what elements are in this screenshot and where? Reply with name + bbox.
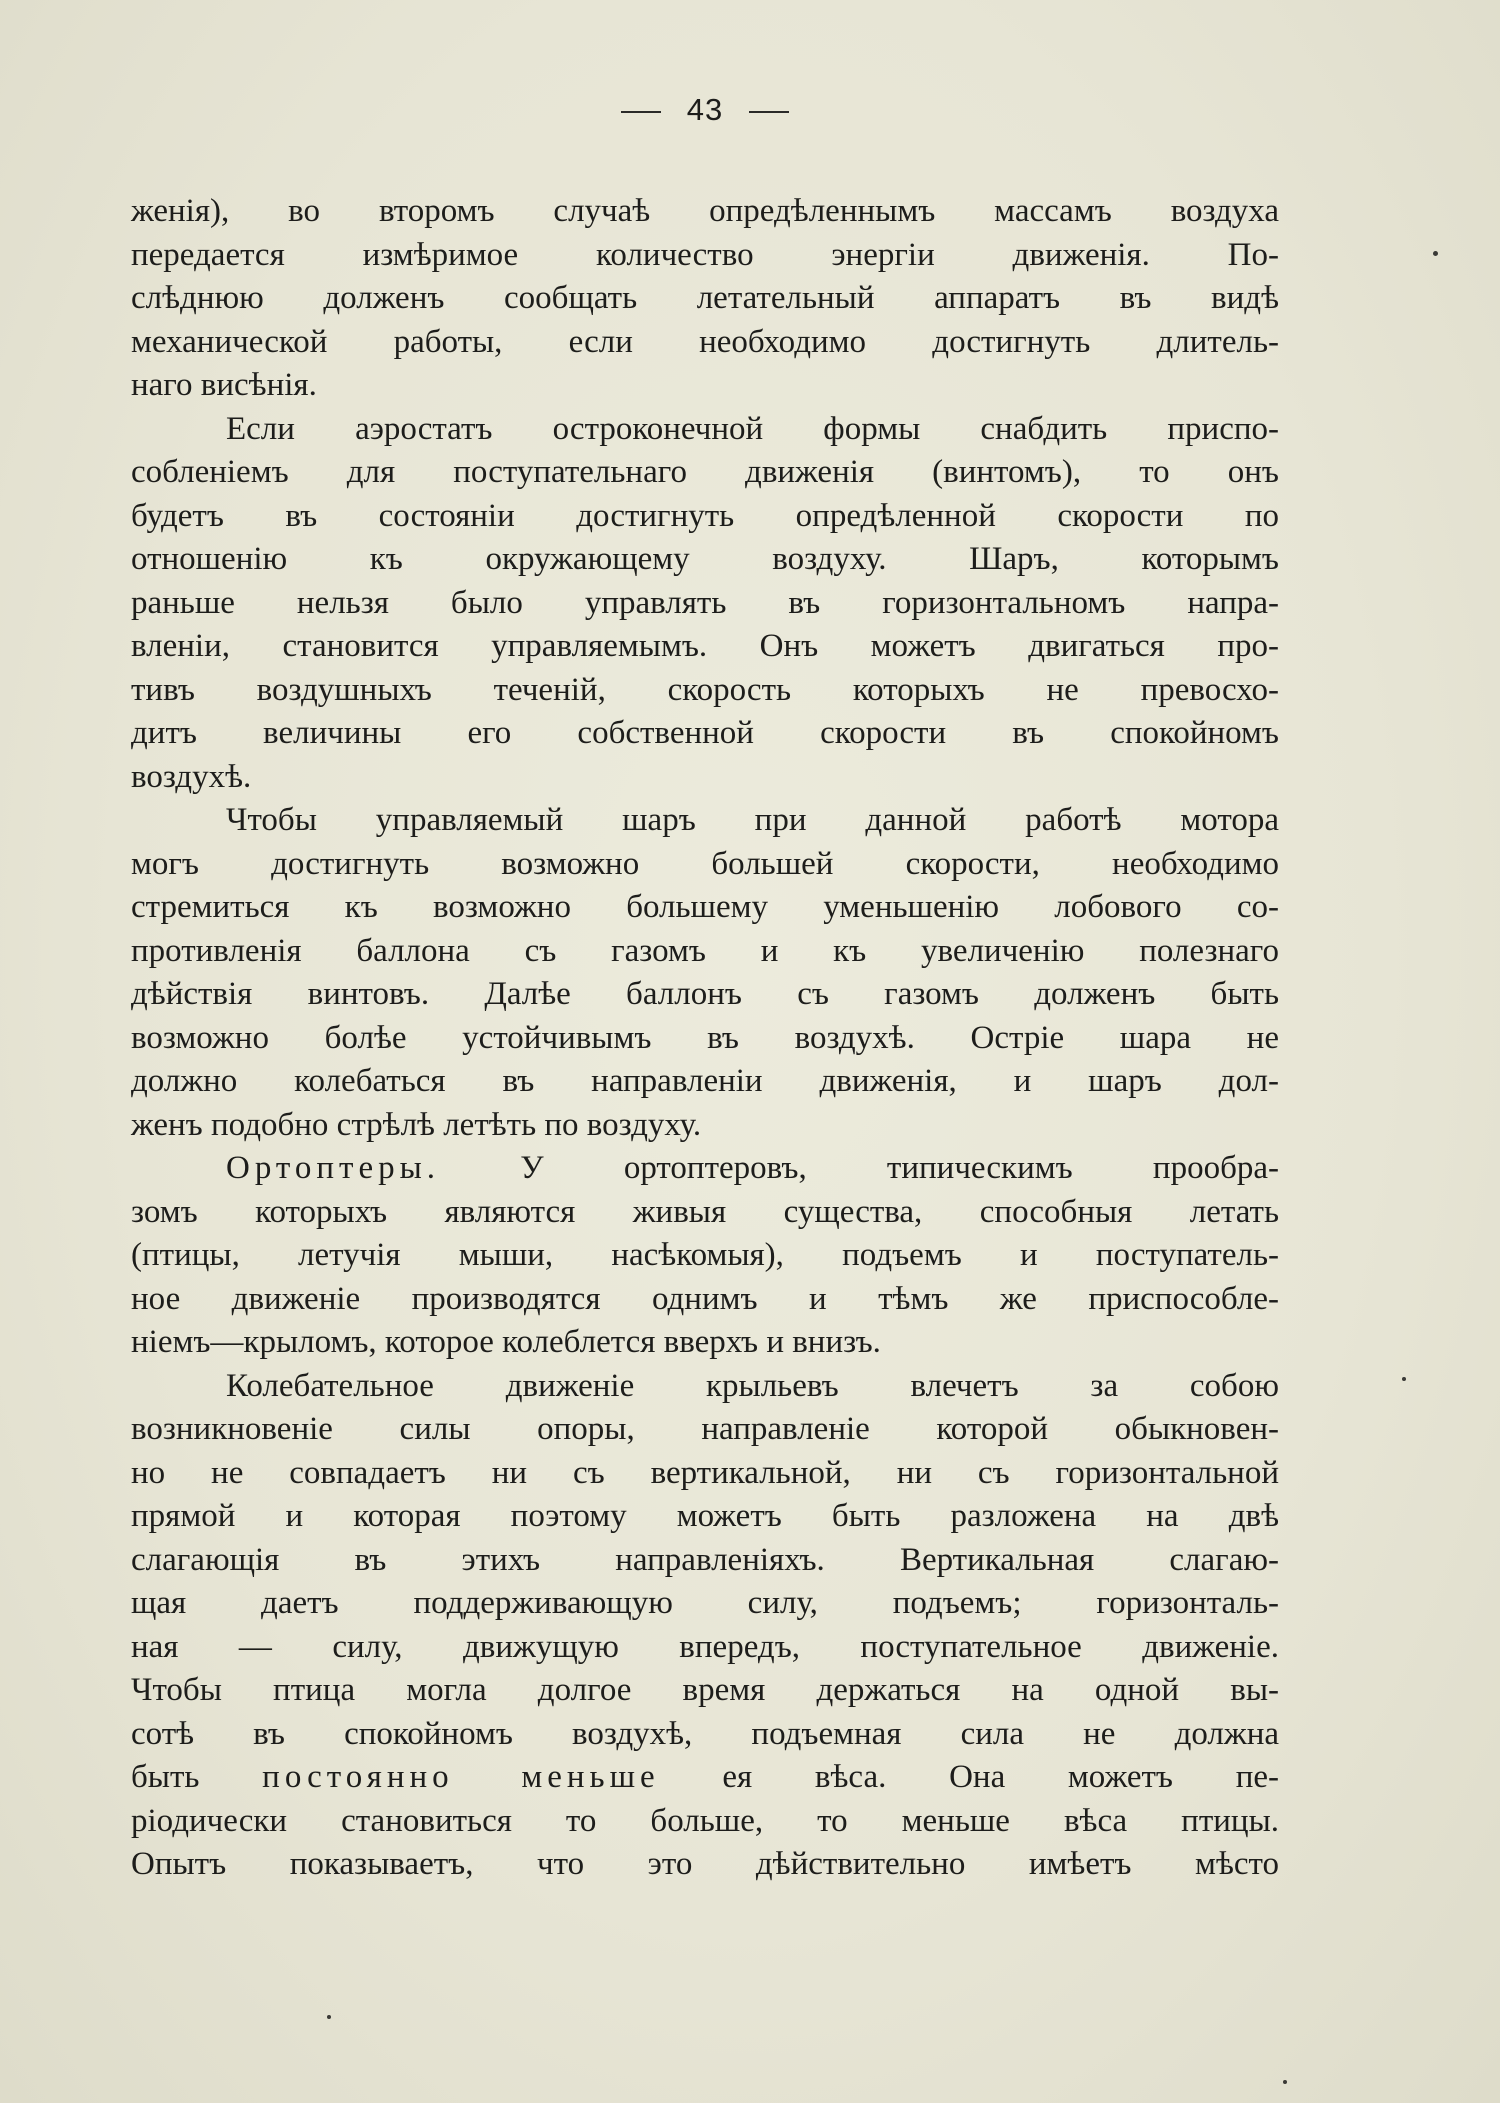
text-line: ная — силу, движущую впередъ, поступательное движеніе.	[131, 1628, 1279, 1665]
text-line: ніемъ—крыломъ, которое колеблется вверхъ и внизъ.	[131, 1324, 881, 1360]
text-line: должно колебаться въ направленіи движенія, и шаръ дол-	[131, 1063, 1279, 1099]
emphasis-spaced: постоянно меньше	[262, 1759, 660, 1795]
text-line: дѣйствія винтовъ. Далѣе баллонъ съ газомъ долженъ быть	[131, 976, 1279, 1012]
scan-speck	[1283, 2080, 1287, 2084]
text-line: щая даетъ поддерживающую силу, подъемъ; горизонталь-	[131, 1585, 1279, 1621]
text-line: Чтобы птица могла долгое время держаться на одной вы-	[131, 1672, 1279, 1708]
text-line: (птицы, летучія мыши, насѣкомыя), подъемъ и поступатель-	[131, 1237, 1279, 1273]
text-line-end: ея вѣса. Она можетъ пе-	[722, 1759, 1279, 1795]
text-line: отношенію къ окружающему воздуху. Шаръ, которымъ	[131, 541, 1279, 577]
text-line: слагающія въ этихъ направленіяхъ. Вертикальная слагаю-	[131, 1541, 1279, 1578]
text-line: тивъ воздушныхъ теченій, скорость которыхъ не превосхо-	[131, 671, 1279, 708]
text-line-rest: У ортоптеровъ, типическимъ прообра-	[440, 1150, 1279, 1186]
text-line: передается измѣримое количество энергіи движенія. По-	[131, 236, 1279, 273]
text-line: собленіемъ для поступательнаго движенія (винтомъ), то онъ	[131, 454, 1279, 490]
page-number	[0, 92, 1410, 128]
scan-speck	[1433, 251, 1438, 256]
scan-speck	[1402, 1377, 1406, 1381]
page-number-value: 43	[686, 92, 724, 127]
text-line: возможно болѣе устойчивымъ въ воздухѣ. Остріе шара не	[131, 1019, 1279, 1056]
text-line: Если аэростатъ остроконечной формы снабдить приспо-	[226, 410, 1279, 447]
text-line: женъ подобно стрѣлѣ летѣть по воздуху.	[131, 1106, 702, 1143]
text-line: наго висѣнія.	[131, 367, 317, 403]
text-line: Опытъ показываетъ, что это дѣйствительно имѣетъ мѣсто	[131, 1846, 1279, 1882]
text-line: но не совпадаетъ ни съ вертикальной, ни съ горизонтальной	[131, 1454, 1279, 1491]
text-line: ріодически становиться то больше, то меньше вѣса птицы.	[131, 1802, 1279, 1839]
text-line: Чтобы управляемый шаръ при данной работѣ мотора	[226, 802, 1279, 838]
text-line: стремиться къ возможно большему уменьшенію лобового со-	[131, 889, 1279, 925]
page-number-dash-left	[621, 111, 661, 113]
body-text	[131, 190, 1279, 1887]
text-line: сотѣ въ спокойномъ воздухѣ, подъемная сила не должна	[131, 1715, 1279, 1752]
text-line-start: быть	[131, 1759, 263, 1795]
text-line: противленія баллона съ газомъ и къ увеличенію полезнаго	[131, 932, 1279, 969]
text-line	[131, 1147, 1279, 1191]
text-line: раньше нельзя было управлять въ горизонтальномъ напра-	[131, 584, 1279, 621]
text-line: прямой и которая поэтому можетъ быть разложена на двѣ	[131, 1498, 1279, 1534]
text-line	[131, 1756, 1279, 1800]
page-number-dash-right	[749, 111, 789, 113]
text-line: дитъ величины его собственной скорости въ спокойномъ	[131, 715, 1279, 751]
text-line: могъ достигнуть возможно большей скорости, необходимо	[131, 845, 1279, 882]
text-line: зомъ которыхъ являются живыя существа, способныя летать	[131, 1193, 1279, 1230]
text-line: возникновеніе силы опоры, направленіе которой обыкновен-	[131, 1411, 1279, 1447]
text-line: будетъ въ состояніи достигнуть опредѣленной скорости по	[131, 497, 1279, 534]
scan-speck	[327, 2015, 331, 2019]
section-lead-term: Ортоптеры.	[226, 1150, 441, 1186]
text-line: механической работы, если необходимо достигнуть длитель-	[131, 323, 1279, 360]
text-line: ное движеніе производятся однимъ и тѣмъ же приспособле-	[131, 1280, 1279, 1317]
text-line: женія), во второмъ случаѣ опредѣленнымъ массамъ воздуха	[131, 193, 1279, 229]
text-line: Колебательное движеніе крыльевъ влечетъ за собою	[226, 1367, 1279, 1404]
text-line: воздухѣ.	[131, 758, 252, 795]
text-line: слѣднюю долженъ сообщать летательный аппаратъ въ видѣ	[131, 280, 1279, 316]
text-line: вленіи, становится управляемымъ. Онъ можетъ двигаться про-	[131, 628, 1279, 664]
